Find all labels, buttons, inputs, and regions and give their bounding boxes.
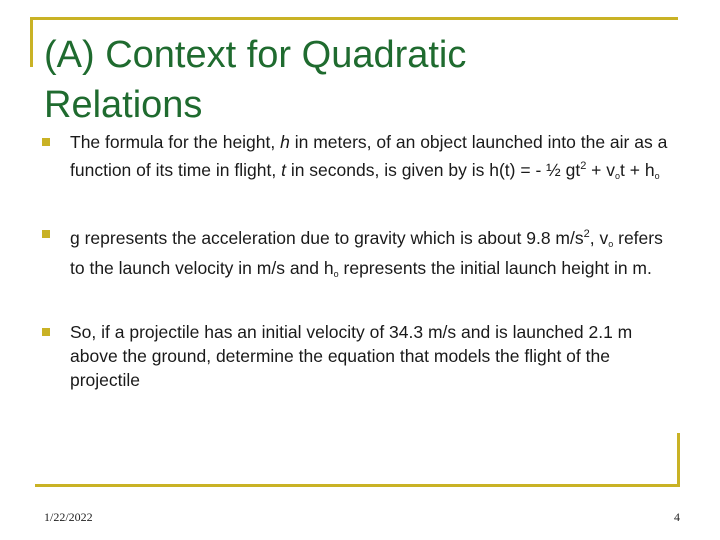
slide-title-line2: Relations: [44, 84, 203, 126]
frame-top-line: [30, 17, 678, 20]
bullet-list: [40, 130, 670, 392]
frame-right-line: [677, 433, 680, 487]
footer-date: 1/22/2022: [44, 510, 93, 524]
square-bullet-icon: [42, 328, 50, 336]
bullet-2-subscript-2: o: [333, 269, 339, 279]
bullet-2-superscript: 2: [583, 228, 590, 240]
bullet-2-text-b: , v: [589, 228, 609, 248]
bullet-1-subscript-2: o: [654, 171, 660, 181]
frame-bottom-line: [35, 484, 679, 487]
bullet-1-subscript-1: o: [615, 171, 621, 181]
bullet-2-subscript-1: o: [608, 239, 614, 249]
bullet-projectile-problem: [40, 320, 670, 392]
bullet-height-formula: [40, 130, 670, 188]
slide-title-line1: (A) Context for Quadratic: [44, 34, 467, 76]
slide-title: [44, 30, 664, 130]
bullet-1-text-d: + v: [586, 160, 616, 180]
bullet-1-var-h: h: [280, 132, 290, 152]
bullet-1-text-b: in meters, of an object launched into the air as a function of its time in flight,: [70, 132, 668, 180]
bullet-gravity-definition: [40, 222, 670, 286]
bullet-3-text: So, if a projectile has an initial velocity of 34.3 m/s and is launched 2.1 m above the ground, determine the equation that models the flight of the projectile: [70, 322, 633, 390]
bullet-1-superscript: 2: [580, 160, 587, 172]
footer-page-number: 4: [674, 510, 680, 524]
bullet-2-text-a: g represents the acceleration due to gravity which is about 9.8 m/s: [70, 228, 584, 248]
bullet-1-text-c: in seconds, is given by is h(t) = - ½ gt: [285, 160, 581, 180]
bullet-1-text-a: The formula for the height,: [70, 132, 281, 152]
bullet-2-text-c: refers to the launch velocity in m/s and h: [70, 228, 663, 278]
square-bullet-icon: [42, 230, 50, 238]
square-bullet-icon: [42, 138, 50, 146]
frame-left-line: [30, 17, 33, 67]
bullet-1-text-e: t + h: [620, 160, 655, 180]
bullet-1-var-t: t: [281, 160, 286, 180]
bullet-2-text-d: represents the initial launch height in m.: [338, 258, 652, 278]
